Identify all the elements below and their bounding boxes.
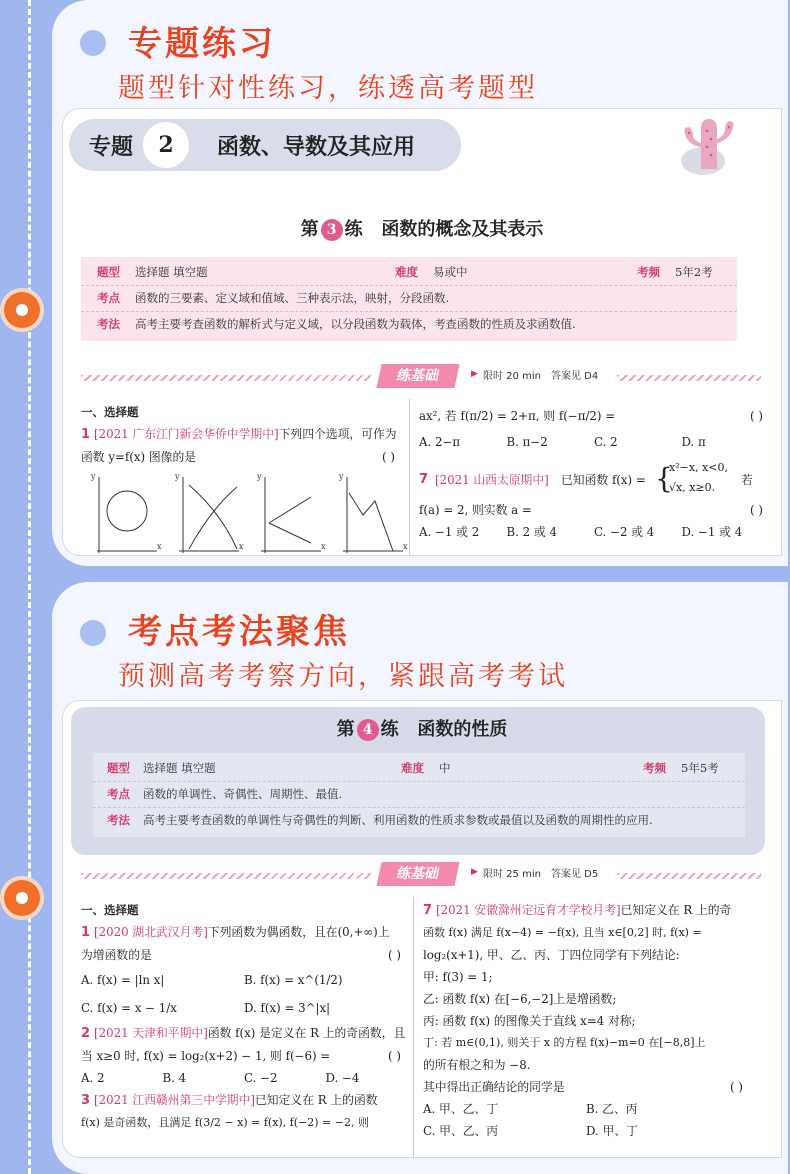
info-type-value: 选择题 填空题 <box>143 761 216 775</box>
lesson-info-table <box>93 753 745 837</box>
info-difficulty-value: 易或中 <box>433 265 468 279</box>
question-6-options <box>419 431 769 453</box>
info-frequency-label: 考频 <box>643 761 666 775</box>
answer-paren: ( ) <box>750 409 763 423</box>
svg-text:x: x <box>321 542 326 551</box>
info-difficulty-value: 中 <box>439 761 451 775</box>
option-c: C. f(x) = x − 1/x <box>81 1001 177 1015</box>
function-graph-options <box>81 469 411 556</box>
question-7-options-row1 <box>423 1098 749 1120</box>
lesson-name: 函数的性质 <box>417 719 508 740</box>
lesson-prefix: 第 <box>336 719 355 740</box>
answer-paren: ( ) <box>388 948 401 962</box>
piecewise-case-1: x²−x, x<0, <box>669 461 728 474</box>
question-7-options <box>419 521 769 543</box>
topic-name: 函数、导数及其应用 <box>217 135 416 160</box>
option-c: C. 2 <box>594 435 618 449</box>
lesson-suffix: 练 <box>344 219 363 240</box>
option-b: B. 4 <box>162 1071 187 1085</box>
binder-ring-icon <box>4 880 40 916</box>
question-text: 为增函数的是 <box>81 948 152 962</box>
info-point-value: 函数的三要素、定义域和值域、三种表示法，映射，分段函数. <box>135 291 450 305</box>
question-7-line: 的所有根之和为 −8. <box>423 1058 531 1072</box>
question-1-line2 <box>81 944 407 966</box>
lesson-number: 4 <box>357 719 379 741</box>
play-triangle-icon: ▶ <box>471 369 478 379</box>
option-b: B. 乙、丙 <box>586 1102 638 1116</box>
question-2-options <box>81 1067 407 1089</box>
topic-banner <box>69 119 461 171</box>
answer-paren: ( ) <box>750 503 763 517</box>
question-text: 若 <box>741 473 753 487</box>
svg-text:x: x <box>403 542 408 551</box>
column-divider <box>413 897 414 1157</box>
answer-paren: ( ) <box>388 1049 401 1063</box>
question-text: 当 x≥0 时, f(x) = log₂(x+2) − 1, 则 f(−6) = <box>81 1049 331 1063</box>
option-a: A. 2−π <box>419 435 461 449</box>
question-7-line: 函数 f(x) 满足 f(x−4) = −f(x), 且当 x∈[0,2] 时, f(x) = <box>423 926 702 939</box>
question-7-line: 丁: 若 m∈(0,1), 则关于 x 的方程 f(x)−m=0 在[−8,8]上 <box>423 1036 706 1049</box>
svg-text:x: x <box>239 542 244 551</box>
question-source: [2021 安徽滁州定远育才学校月考] <box>436 903 621 917</box>
info-type-label: 题型 <box>107 761 130 775</box>
question-text: 下列四个选项，可作为 <box>278 427 397 441</box>
option-b: B. f(x) = x^(1/2) <box>244 973 343 987</box>
section-subtitle: 预测高考考察方向，紧跟高考考试 <box>118 661 568 692</box>
info-method-label: 考法 <box>97 317 120 331</box>
piecewise-brace: { <box>655 462 673 495</box>
topic-label: 专题 <box>89 135 134 160</box>
question-7-last-line <box>423 1076 749 1098</box>
lesson-suffix: 练 <box>380 719 399 740</box>
lesson-number: 3 <box>321 219 343 241</box>
question-number: 1 <box>81 427 91 442</box>
question-text: f(x) 是奇函数，且满足 f(3/2 − x) = f(x), f(−2) = −2, 则 <box>81 1116 369 1129</box>
lesson-name: 函数的概念及其表示 <box>381 219 544 240</box>
info-frequency-value: 5年5考 <box>681 761 719 775</box>
section-title: 考点考法聚焦 <box>128 612 350 652</box>
question-6 <box>419 401 769 431</box>
option-d: D. f(x) = 3^|x| <box>244 1001 331 1015</box>
binder-ring-icon <box>4 292 40 328</box>
option-d: D. −4 <box>325 1071 360 1085</box>
practice-tag: 练基础 <box>376 364 459 388</box>
info-point-value: 函数的单调性、奇偶性、周期性、最值. <box>143 787 343 801</box>
question-text: ax², 若 f(π/2) = 2+π, 则 f(−π/2) = <box>419 409 616 423</box>
section-title: 专题练习 <box>128 24 276 64</box>
answer-paren: ( ) <box>382 450 395 464</box>
right-column <box>423 899 749 1142</box>
option-c: C. −2 <box>244 1071 278 1085</box>
info-method-value: 高考主要考查函数的解析式与定义域，以分段函数为载体，考查函数的性质及求函数值. <box>135 317 576 331</box>
info-frequency-label: 考频 <box>637 265 660 279</box>
svg-text:O <box>177 554 184 556</box>
question-text: 函数 f(x) 是定义在 R 上的奇函数，且 <box>207 1026 406 1040</box>
bullet-dot-icon <box>80 620 106 646</box>
question-7-line2 <box>419 499 769 521</box>
question-7-line: 乙: 函数 f(x) 在[−6,−2]上是增函数; <box>423 992 617 1006</box>
info-difficulty-label: 难度 <box>395 265 418 279</box>
answer-ref: 答案见 D5 <box>551 869 599 880</box>
info-type-label: 题型 <box>97 265 120 279</box>
practice-tag: 练基础 <box>376 862 459 886</box>
piecewise-case-2: √x, x≥0. <box>669 481 716 494</box>
time-limit: 限时 20 min <box>483 371 541 382</box>
question-text: f(a) = 2, 则实数 a = <box>419 503 532 517</box>
option-c: C. −2 或 4 <box>594 525 655 539</box>
option-b: B. π−2 <box>506 435 548 449</box>
sample-page-1 <box>62 108 782 556</box>
option-b: B. 2 或 4 <box>506 525 557 539</box>
band-hatch-right <box>617 375 761 381</box>
question-source: [2021 江西赣州第三中学期中] <box>94 1093 255 1107</box>
question-1 <box>81 423 401 446</box>
sample-page-2 <box>62 700 782 1158</box>
topic-number: 2 <box>143 122 189 168</box>
band-hatch-left <box>81 375 371 381</box>
question-text: 其中得出正确结论的同学是 <box>423 1080 565 1094</box>
svg-text:O <box>259 554 266 556</box>
lesson-info-table <box>81 257 737 341</box>
option-a: A. f(x) = |ln x| <box>81 973 165 987</box>
lesson-heading <box>63 215 781 241</box>
info-frequency-value: 5年2考 <box>675 265 713 279</box>
question-source: [2021 山西太原期中] <box>435 473 549 487</box>
question-number: 7 <box>419 472 429 487</box>
lesson-prefix: 第 <box>300 219 319 240</box>
svg-text:y: y <box>257 472 262 481</box>
band-hatch-left <box>81 873 371 879</box>
question-text: 下列函数为偶函数，且在(0,+∞)上 <box>207 925 390 939</box>
answer-paren: ( ) <box>730 1080 743 1094</box>
svg-text:y: y <box>91 472 96 481</box>
svg-text:y: y <box>175 472 180 481</box>
info-difficulty-label: 难度 <box>401 761 424 775</box>
question-number: 3 <box>81 1093 91 1108</box>
left-column <box>81 899 407 1134</box>
svg-text:O <box>341 554 348 556</box>
right-column <box>419 401 769 543</box>
question-number: 1 <box>81 925 91 940</box>
question-text: 已知函数 f(x) = <box>561 473 646 487</box>
question-source: [2021 广东江门新会华侨中学期中] <box>94 427 279 441</box>
option-a: A. −1 或 2 <box>419 525 480 539</box>
option-d: D. 甲、丁 <box>586 1124 638 1138</box>
question-7-line: 丙: 函数 f(x) 的图像关于直线 x=4 对称; <box>423 1014 636 1028</box>
spine-dashed-line <box>28 0 31 1174</box>
question-3-line2 <box>81 1112 407 1134</box>
question-7 <box>419 459 769 499</box>
info-point-label: 考点 <box>107 787 130 801</box>
question-2 <box>81 1022 407 1045</box>
question-1-line2 <box>81 446 401 468</box>
question-text: 已知定义在 R 上的奇 <box>620 903 732 917</box>
question-source: [2020 湖北武汉月考] <box>94 925 208 939</box>
question-7 <box>423 899 749 922</box>
svg-text:x: x <box>157 542 162 551</box>
question-source: [2021 天津和平期中] <box>94 1026 208 1040</box>
svg-text:O <box>93 554 100 556</box>
info-method-label: 考法 <box>107 813 130 827</box>
option-a: A. 2 <box>81 1071 105 1085</box>
info-point-label: 考点 <box>97 291 120 305</box>
left-column <box>81 401 408 551</box>
question-text: 函数 y=f(x) 图像的是 <box>81 450 197 464</box>
answer-ref: 答案见 D4 <box>551 371 599 382</box>
question-1-options-row1 <box>81 966 407 994</box>
practice-band <box>81 859 761 889</box>
section-heading: 一、选择题 <box>81 903 139 917</box>
play-triangle-icon: ▶ <box>471 867 478 877</box>
info-method-value: 高考主要考查函数的单调性与奇偶性的判断、利用函数的性质求参数或最值以及函数的周期性的应用. <box>143 813 653 827</box>
option-a: A. 甲、乙、丁 <box>423 1102 499 1116</box>
question-text: 已知定义在 R 上的函数 <box>255 1093 378 1107</box>
question-1 <box>81 921 407 944</box>
option-c: C. 甲、乙、丙 <box>423 1124 499 1138</box>
question-7-line: 甲: f(3) = 1; <box>423 970 493 984</box>
lesson-heading <box>63 715 781 741</box>
time-limit: 限时 25 min <box>483 869 541 880</box>
info-type-value: 选择题 填空题 <box>135 265 208 279</box>
question-number: 2 <box>81 1026 91 1041</box>
band-hatch-right <box>617 873 761 879</box>
cactus-decoration-icon <box>663 109 753 179</box>
section-heading: 一、选择题 <box>81 405 139 419</box>
bullet-dot-icon <box>80 30 106 56</box>
option-d: D. π <box>681 435 706 449</box>
question-3 <box>81 1089 407 1112</box>
question-2-line2 <box>81 1045 407 1067</box>
question-7-line: log₂(x+1), 甲、乙、丙、丁四位同学有下列结论: <box>423 948 680 962</box>
section-subtitle: 题型针对性练习，练透高考题型 <box>118 73 538 104</box>
question-number: 7 <box>423 903 433 918</box>
question-1-options-row2 <box>81 994 407 1022</box>
svg-text:y: y <box>339 472 344 481</box>
question-7-options-row2 <box>423 1120 749 1142</box>
practice-band <box>81 361 761 391</box>
option-d: D. −1 或 4 <box>681 525 743 539</box>
